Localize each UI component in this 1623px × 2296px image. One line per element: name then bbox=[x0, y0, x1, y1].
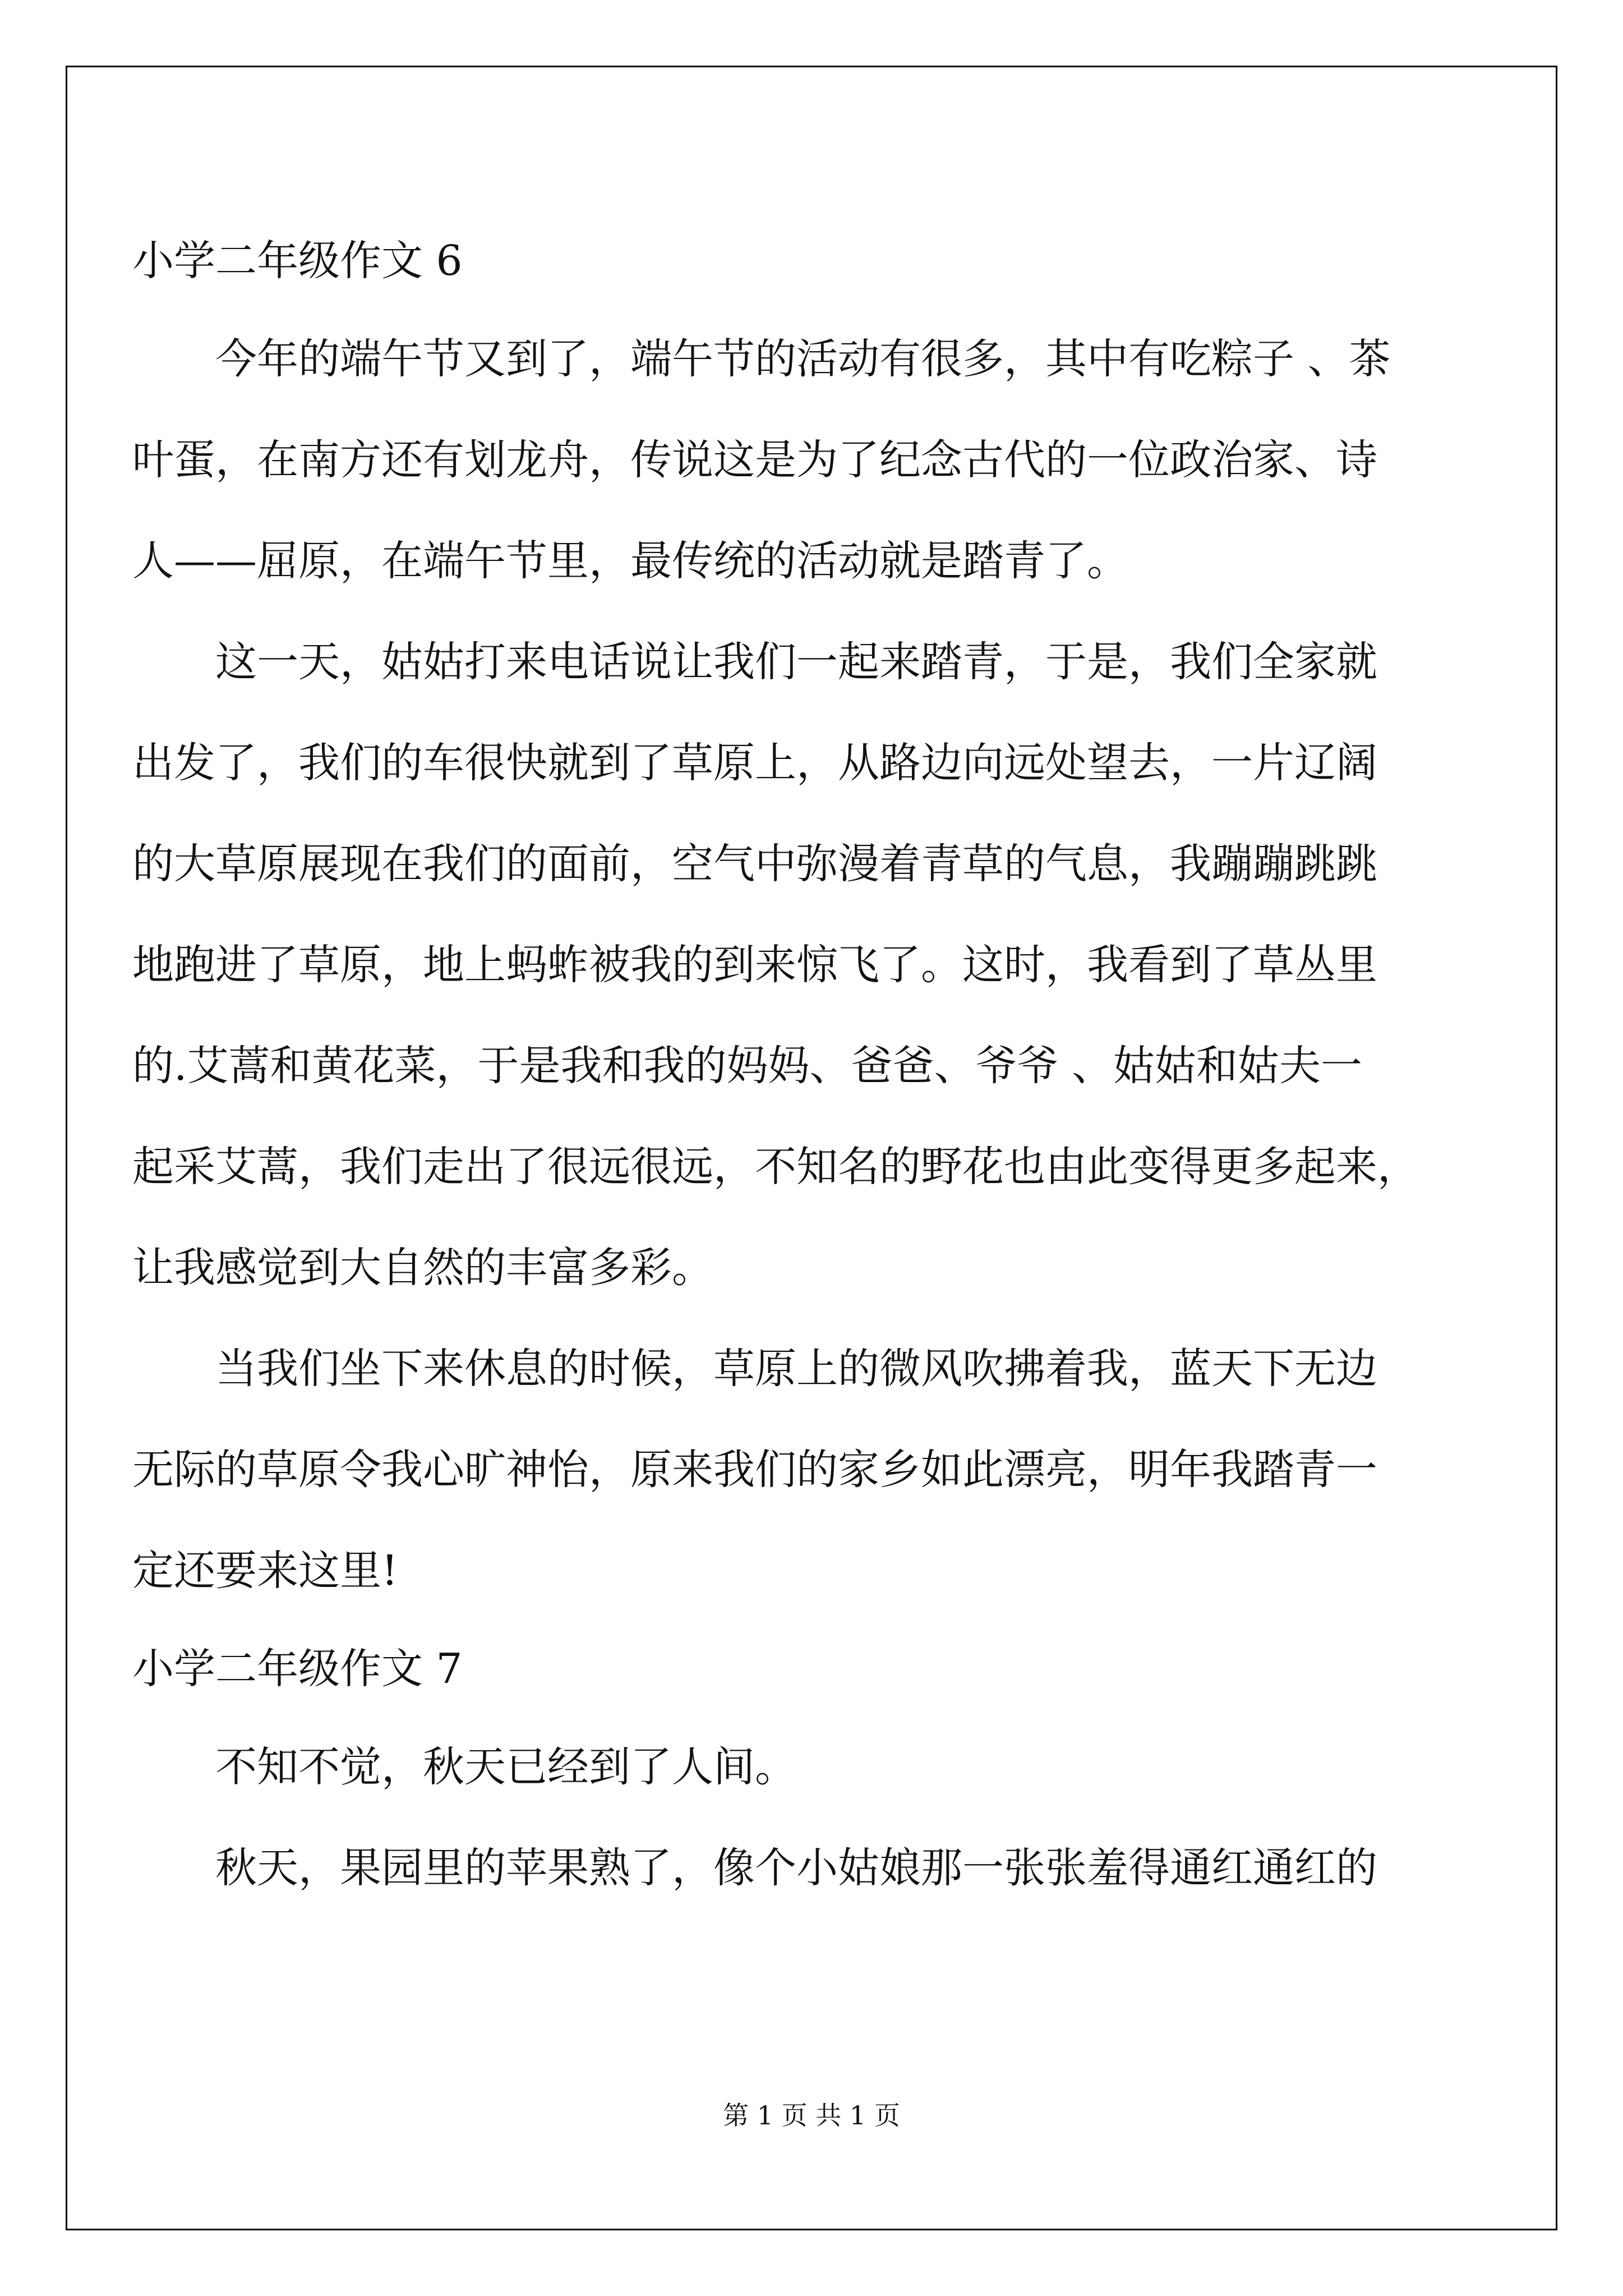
paragraph bbox=[132, 309, 1467, 611]
text-line: 让我感觉到大自然的丰富多彩。 bbox=[132, 1244, 713, 1292]
text-line: 当我们坐下来休息的时候，草原上的微风吹拂着我，蓝天下无边 bbox=[215, 1345, 1377, 1393]
text-line: 秋天，果园里的苹果熟了，像个小姑娘那一张张羞得通红通红的 bbox=[215, 1844, 1377, 1892]
page-footer: 第 1 页 共 1 页 bbox=[723, 2100, 900, 2131]
text-line: 定还要来这里! bbox=[132, 1547, 398, 1595]
text-line: 的大草原展现在我们的面前，空气中弥漫着青草的气息，我蹦蹦跳跳 bbox=[132, 840, 1377, 888]
section-title: 小学二年级作文 6 bbox=[132, 237, 463, 285]
paragraph bbox=[132, 611, 1467, 1318]
text-line: 叶蛋，在南方还有划龙舟，传说这是为了纪念古代的一位政治家、诗 bbox=[132, 436, 1377, 484]
document-body bbox=[132, 213, 1467, 1918]
paragraph bbox=[132, 1318, 1467, 1621]
text-line: 今年的端午节又到了，端午节的活动有很多，其中有吃粽子 、茶 bbox=[215, 335, 1391, 383]
text-line: 人——屈原，在端午节里，最传统的活动就是踏青了。 bbox=[132, 537, 1128, 585]
text-line: 出发了，我们的车很快就到了草原上，从路边向远处望去，一片辽阔 bbox=[132, 739, 1377, 787]
text-line: 这一天，姑姑打来电话说让我们一起来踏青，于是，我们全家就 bbox=[215, 638, 1377, 686]
paragraph bbox=[132, 1818, 1467, 1918]
text-line: 起采艾蒿，我们走出了很远很远，不知名的野花也由此变得更多起来， bbox=[132, 1143, 1419, 1191]
text-line: 不知不觉，秋天已经到了人间。 bbox=[215, 1743, 796, 1791]
text-line: 的.艾蒿和黄花菜，于是我和我的妈妈、爸爸、爷爷 、姑姑和姑夫一 bbox=[132, 1042, 1363, 1090]
text-line: 无际的草原令我心旷神怡，原来我们的家乡如此漂亮，明年我踏青一 bbox=[132, 1446, 1377, 1494]
section-title: 小学二年级作文 7 bbox=[132, 1645, 463, 1693]
paragraph bbox=[132, 1717, 1467, 1818]
text-line: 地跑进了草原，地上蚂蚱被我的到来惊飞了。这时，我看到了草丛里 bbox=[132, 941, 1377, 989]
